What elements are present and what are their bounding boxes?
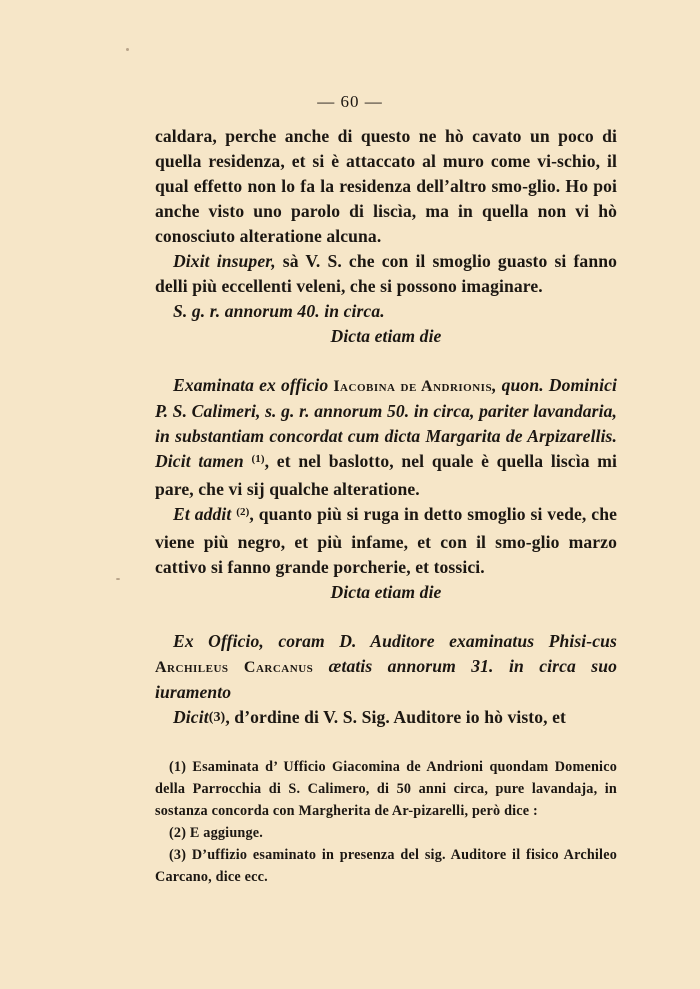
paragraph-dicit: Dicit(3), d’ordine di V. S. Sig. Auditore io hò visto, et bbox=[173, 707, 567, 727]
footnote-ref: (2) bbox=[236, 506, 250, 518]
footnote-2: (2) E aggiunge. bbox=[169, 825, 264, 841]
physician-name: Archileus Carcanus bbox=[155, 659, 314, 676]
paragraph-examinata: Examinata ex officio Iacobina de Andrionis, quon. Dominici P. S. Calimeri, s. g. r. annorum 50. in circa, pariter lavandaria, in substantiam concordat cum dicta Margarita de Arpizarellis. Dicit tamen $^{(1)}$, et nel baslotto, nel quale è quella liscìa mi pare, che vi sij qualche alteratione. bbox=[155, 375, 618, 499]
main-text bbox=[155, 124, 617, 732]
footnotes bbox=[155, 756, 617, 888]
page-number: — 60 — bbox=[317, 92, 383, 111]
section-heading-dicta-etiam-die: Dicta etiam die bbox=[330, 582, 442, 602]
footnote-ref: (1) bbox=[251, 453, 265, 465]
paper-speck bbox=[116, 578, 120, 580]
section-heading-dicta-etiam-die: Dicta etiam die bbox=[330, 326, 442, 346]
paragraph-continuation: caldara, perche anche di questo ne hò cavato un poco di quella residenza, et si è attaccato al muro come vi-schio, il qual effetto non lo fa la residenza dell’altro smo-glio. Ho poi anche visto uno parolo di liscìa, ma in quella non vi hò conosciuto alteratione alcuna. bbox=[155, 126, 617, 246]
footnote-1: (1) Esaminata d’ Ufficio Giacomina de Andrioni quondam Domenico della Parrocchia di S. Calimero, di 50 anni circa, pure lavandaja, in sostanza concorda con Margherita de Ar-pizarelli, però dice : bbox=[155, 759, 617, 819]
paragraph-dixit-insuper: Dixit insuper, sà V. S. che con il smoglio guasto si fanno delli più eccellenti veleni, che si possono imaginare. bbox=[155, 251, 617, 296]
paragraph-et-addit: Et addit $^{(2)}$, quanto più si ruga in detto smoglio si vede, che viene più negro, et più infame, et con il smo-glio marzo cattivo si fanno grande porcherie, et tossici. bbox=[155, 504, 617, 577]
witness-name: Iacobina de Andrionis bbox=[333, 378, 493, 395]
paragraph-age-note: S. g. r. annorum 40. in circa. bbox=[173, 301, 385, 321]
paper-speck bbox=[126, 48, 129, 51]
paragraph-ex-officio: Ex Officio, coram D. Auditore examinatus Phisi-cus Archileus Carcanus ætatis annorum 31. in circa suo iuramento bbox=[155, 631, 618, 702]
footnote-3: (3) D’uffizio esaminato in presenza del sig. Auditore il fisico Archileo Carcano, dice ecc. bbox=[155, 847, 617, 885]
footnote-ref: (3) bbox=[208, 710, 226, 725]
